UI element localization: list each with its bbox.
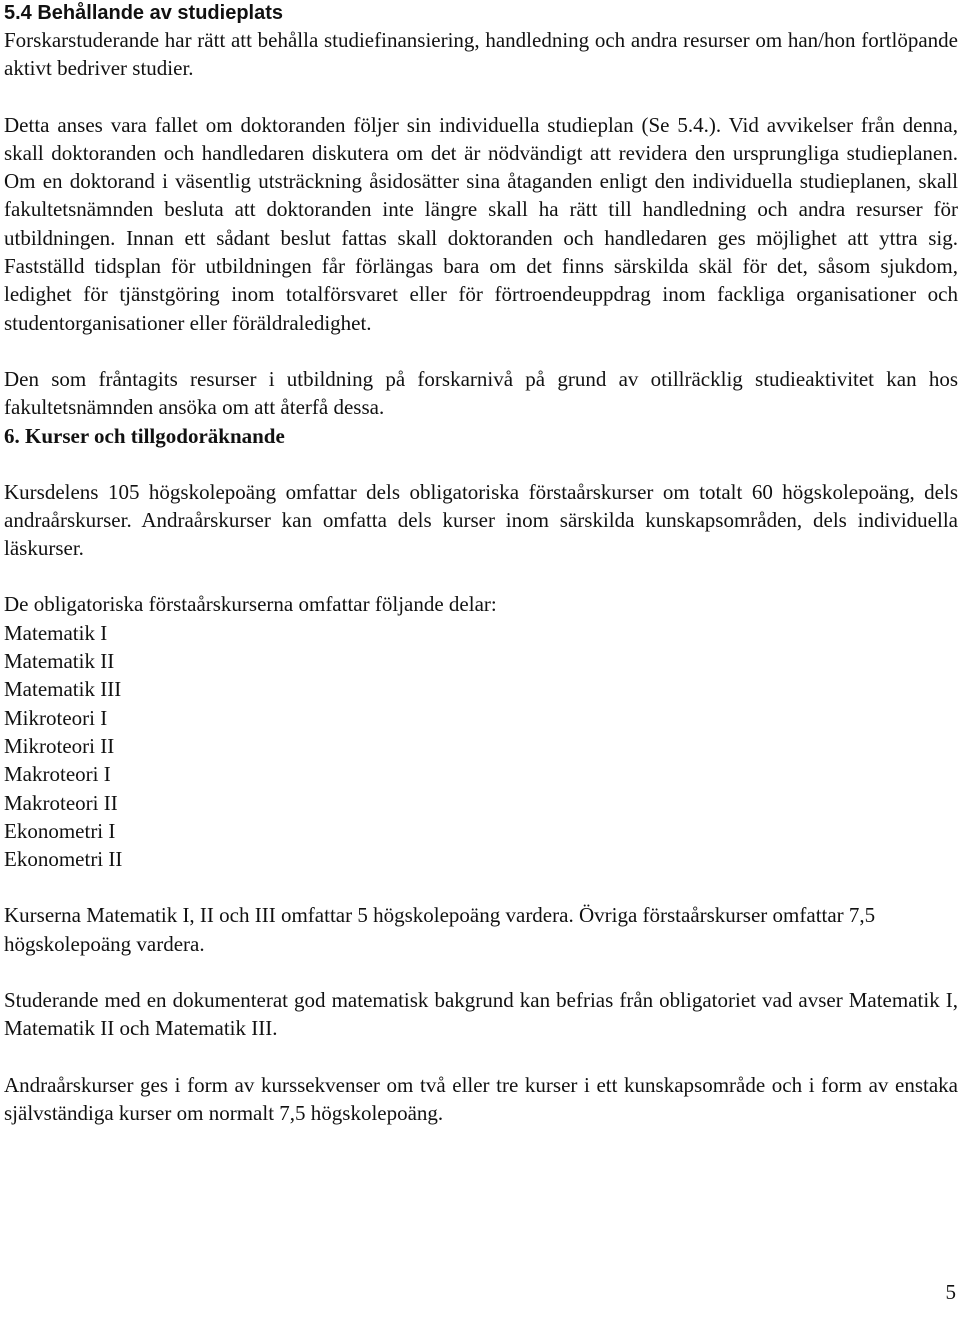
list-item: Makroteori II (4, 790, 118, 815)
list-item: Mikroteori I (4, 705, 108, 730)
section-6-paragraph-2: De obligatoriska förstaårskurserna omfattar följande delar: (4, 592, 497, 617)
section-6-paragraph-5: Andraårskurser ges i form av kurssekvenser om två eller tre kurser i ett kunskapsområde och i form av enstaka självständiga kurser om normalt 7,5 högskolepoäng. (4, 1072, 958, 1125)
section-6-heading-text: Kurser och tillgodoräknande (25, 423, 285, 448)
list-item: Ekonometri I (4, 818, 116, 843)
section-6-paragraph-4: Studerande med en dokumenterat god matematisk bakgrund kan befrias från obligatoriet vad avser Matematik I, Matematik II och Matematik III. (4, 988, 958, 1041)
list-item: Matematik II (4, 649, 115, 674)
page-number: 5 (945, 1280, 956, 1304)
section-5-4-paragraph-2: Detta anses vara fallet om doktoranden följer sin individuella studieplan (Se 5.4.). Vid avvikelser från denna, skall doktoranden och handledaren diskutera om det är nödvändigt att revidera den ursprungliga studieplanen. Om en doktorand i väsentlig utsträckning åsidosätter sina åtaganden enligt den individuella studieplanen, skall fakultetsnämnden besluta att doktoranden inte längre skall ha rätt till handledning och andra resurser för utbildningen. Innan ett sådant beslut fattas skall doktoranden och handledaren ges möjlighet att yttra sig. Fastställd tidsplan för utbildningen får förlängas bara om det finns särskilda skäl för det, såsom sjukdom, ledighet för tjänstgöring inom totalförsvaret eller för förtroendeuppdrag inom fackliga organisationer och studentorganisationer eller föräldraledighet. (4, 112, 958, 335)
section-6-paragraph-3: Kurserna Matematik I, II och III omfattar 5 högskolepoäng vardera. Övriga förstaårskurser omfattar 7,5 högskolepoäng vardera. (4, 903, 876, 956)
section-6-paragraph-1: Kursdelens 105 högskolepoäng omfattar dels obligatoriska förstaårskurser om totalt 60 högskolepoäng, dels andraårskurser. Andraårskurser kan omfatta dels kurser inom särskilda kunskapsområden, dels individuella läskurser. (4, 479, 958, 561)
list-item: Matematik III (4, 677, 122, 702)
list-item: Makroteori I (4, 762, 111, 787)
section-6-heading (4, 422, 958, 450)
section-6-heading-number: 6. (4, 423, 20, 448)
section-5-4-paragraph-1: Forskarstuderande har rätt att behålla studiefinansiering, handledning och andra resurser om han/hon fortlöpande aktivt bedriver studier. (4, 28, 958, 81)
document-page (4, 0, 958, 1127)
list-item: Matematik I (4, 620, 108, 645)
list-item: Ekonometri II (4, 847, 123, 872)
section-5-4-paragraph-3: Den som fråntagits resurser i utbildning på forskarnivå på grund av otillräcklig studieaktivitet kan hos fakultetsnämnden ansöka om att återfå dessa. (4, 366, 958, 420)
list-item: Mikroteori II (4, 733, 115, 758)
course-list (4, 619, 958, 874)
section-5-4-heading: 5.4 Behållande av studieplats (4, 2, 283, 24)
